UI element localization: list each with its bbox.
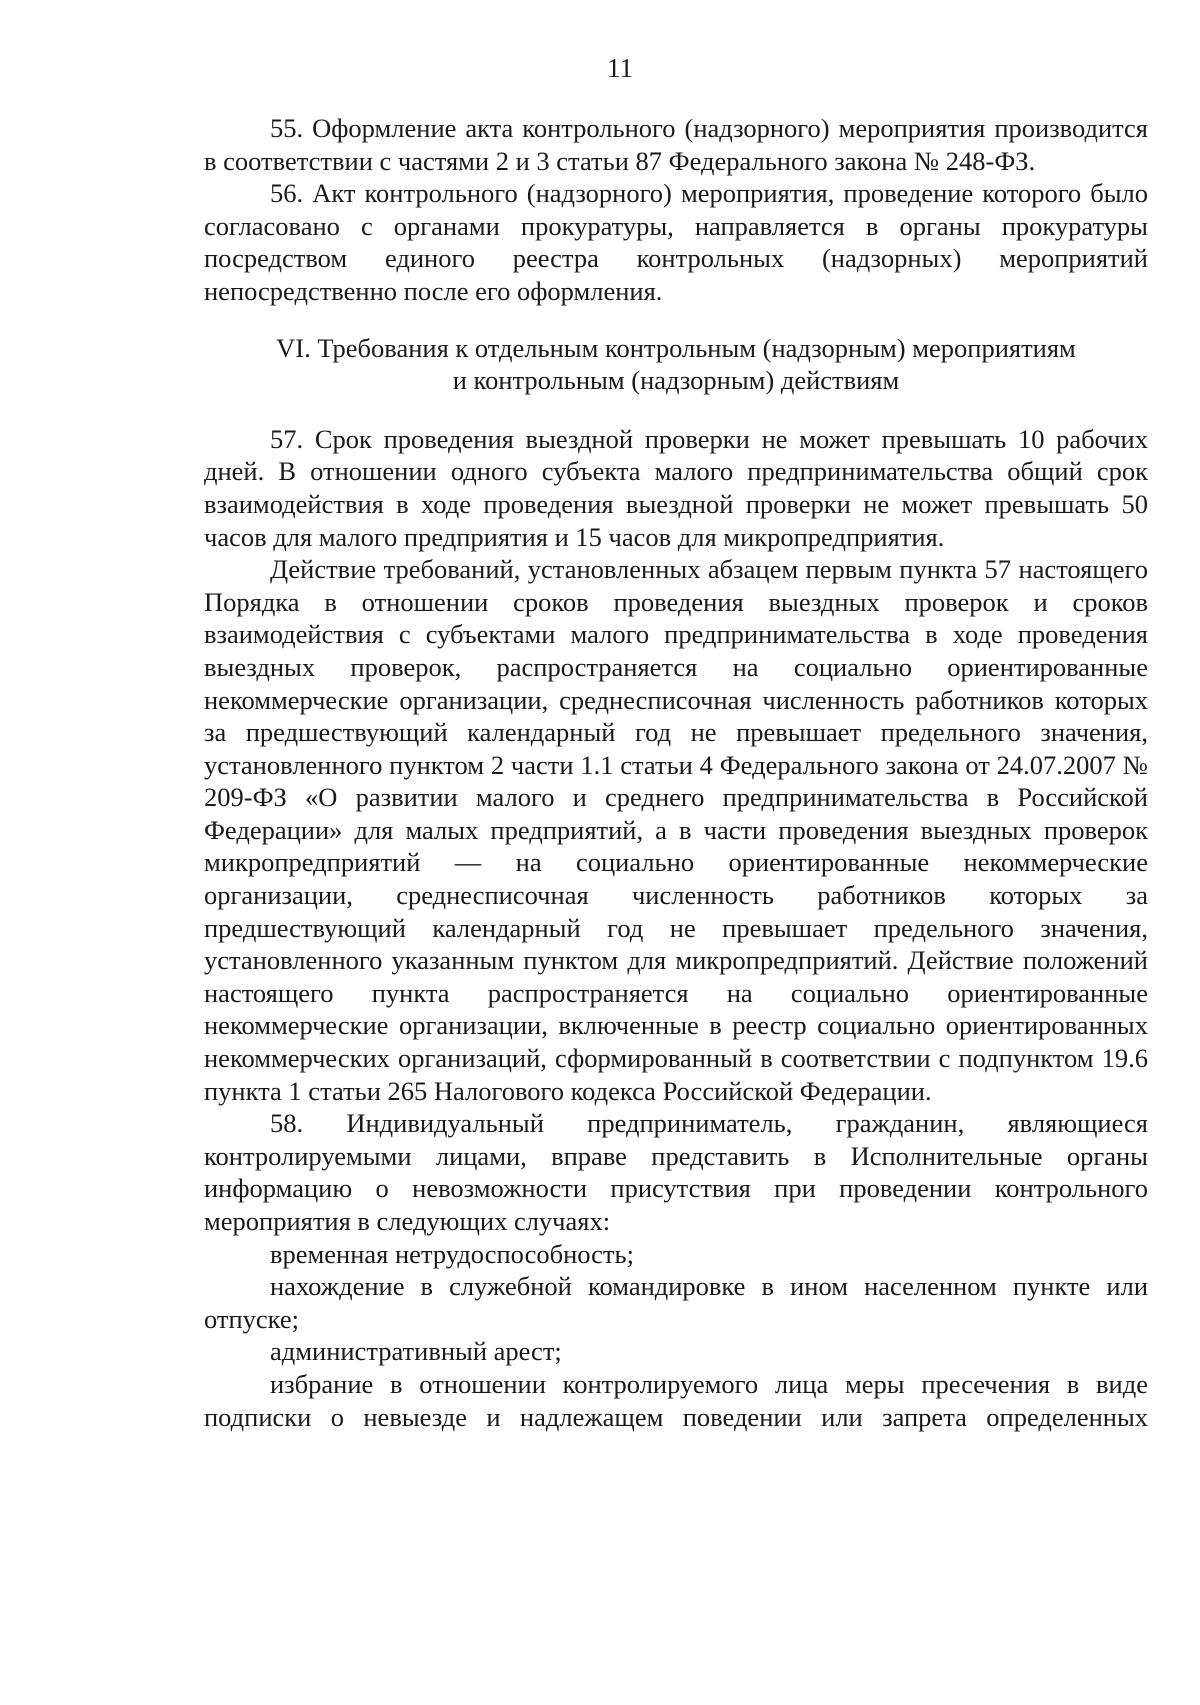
paragraph-58: 58. Индивидуальный предприниматель, гражданин, являющиеся контролируемыми лицами, вправе представить в Исполнительные органы информацию о невозможности присутствия при проведении контрольного мероприятия в следующих случаях: xyxy=(204,1108,1148,1236)
paragraph-56: 56. Акт контрольного (надзорного) мероприятия, проведение которого было согласовано с органами прокуратуры, направляется в органы прокуратуры посредством единого реестра контрольных (надзорных) мероприятий непосредственно после его оформления. xyxy=(204,178,1148,306)
list-item-restraint-measure: избрание в отношении контролируемого лица меры пресечения в виде подписки о невыезде и надлежащем поведении или запрета определенных xyxy=(204,1368,1148,1432)
section-heading xyxy=(204,332,1148,397)
section-heading-line-1: VI. Требования к отдельным контрольным (надзорным) мероприятиям xyxy=(276,332,1076,363)
list-item-temporary-disability: временная нетрудоспособность; xyxy=(270,1238,634,1269)
list-item-administrative-arrest: административный арест; xyxy=(270,1336,562,1367)
page-number: 11 xyxy=(607,53,633,83)
paragraph-55: 55. Оформление акта контрольного (надзорного) мероприятия производится в соответствии с частями 2 и 3 статьи 87 Федерального закона № 248-ФЗ. xyxy=(204,113,1148,176)
list-item-business-trip: нахождение в служебной командировке в ином населенном пункте или отпуске; xyxy=(204,1271,1148,1334)
document-body xyxy=(204,112,1148,1433)
paragraph-57: 57. Срок проведения выездной проверки не может превышать 10 рабочих дней. В отношении одного субъекта малого предпринимательства общий срок взаимодействия в ходе проведения выездной проверки не может превышать 50 часов для малого предприятия и 15 часов для микропредприятия. xyxy=(204,423,1148,552)
paragraph-57-second: Действие требований, установленных абзацем первым пункта 57 настоящего Порядка в отношении сроков проведения выездных проверок и сроков взаимодействия с субъектами малого предпринимательства в ходе проведения выездных проверок, распространяется на социально ориентированные некоммерческие организации, среднесписочная численность работников которых за предшествующий календарный год не превышает предельного значения, установленного пунктом 2 части 1.1 статьи 4 Федерального закона от 24.07.2007 № 209-ФЗ «О развитии малого и среднего предпринимательства в Российской Федерации» для малых предприятий, а в части проведения выездных проверок микропредприятий — на социально ориентированные некоммерческие организации, среднесписочная численность работников которых за предшествующий календарный год не превышает предельного значения, установленного указанным пунктом для микропредприятий. Действие положений настоящего пункта распространяется на социально ориентированные некоммерческие организации, включенные в реестр социально ориентированных некоммерческих организаций, сформированный в соответствии с подпунктом 19.6 пункта 1 статьи 265 Налогового кодекса Российской Федерации. xyxy=(204,554,1148,1106)
section-heading-line-2: и контрольным (надзорным) действиям xyxy=(452,365,900,396)
